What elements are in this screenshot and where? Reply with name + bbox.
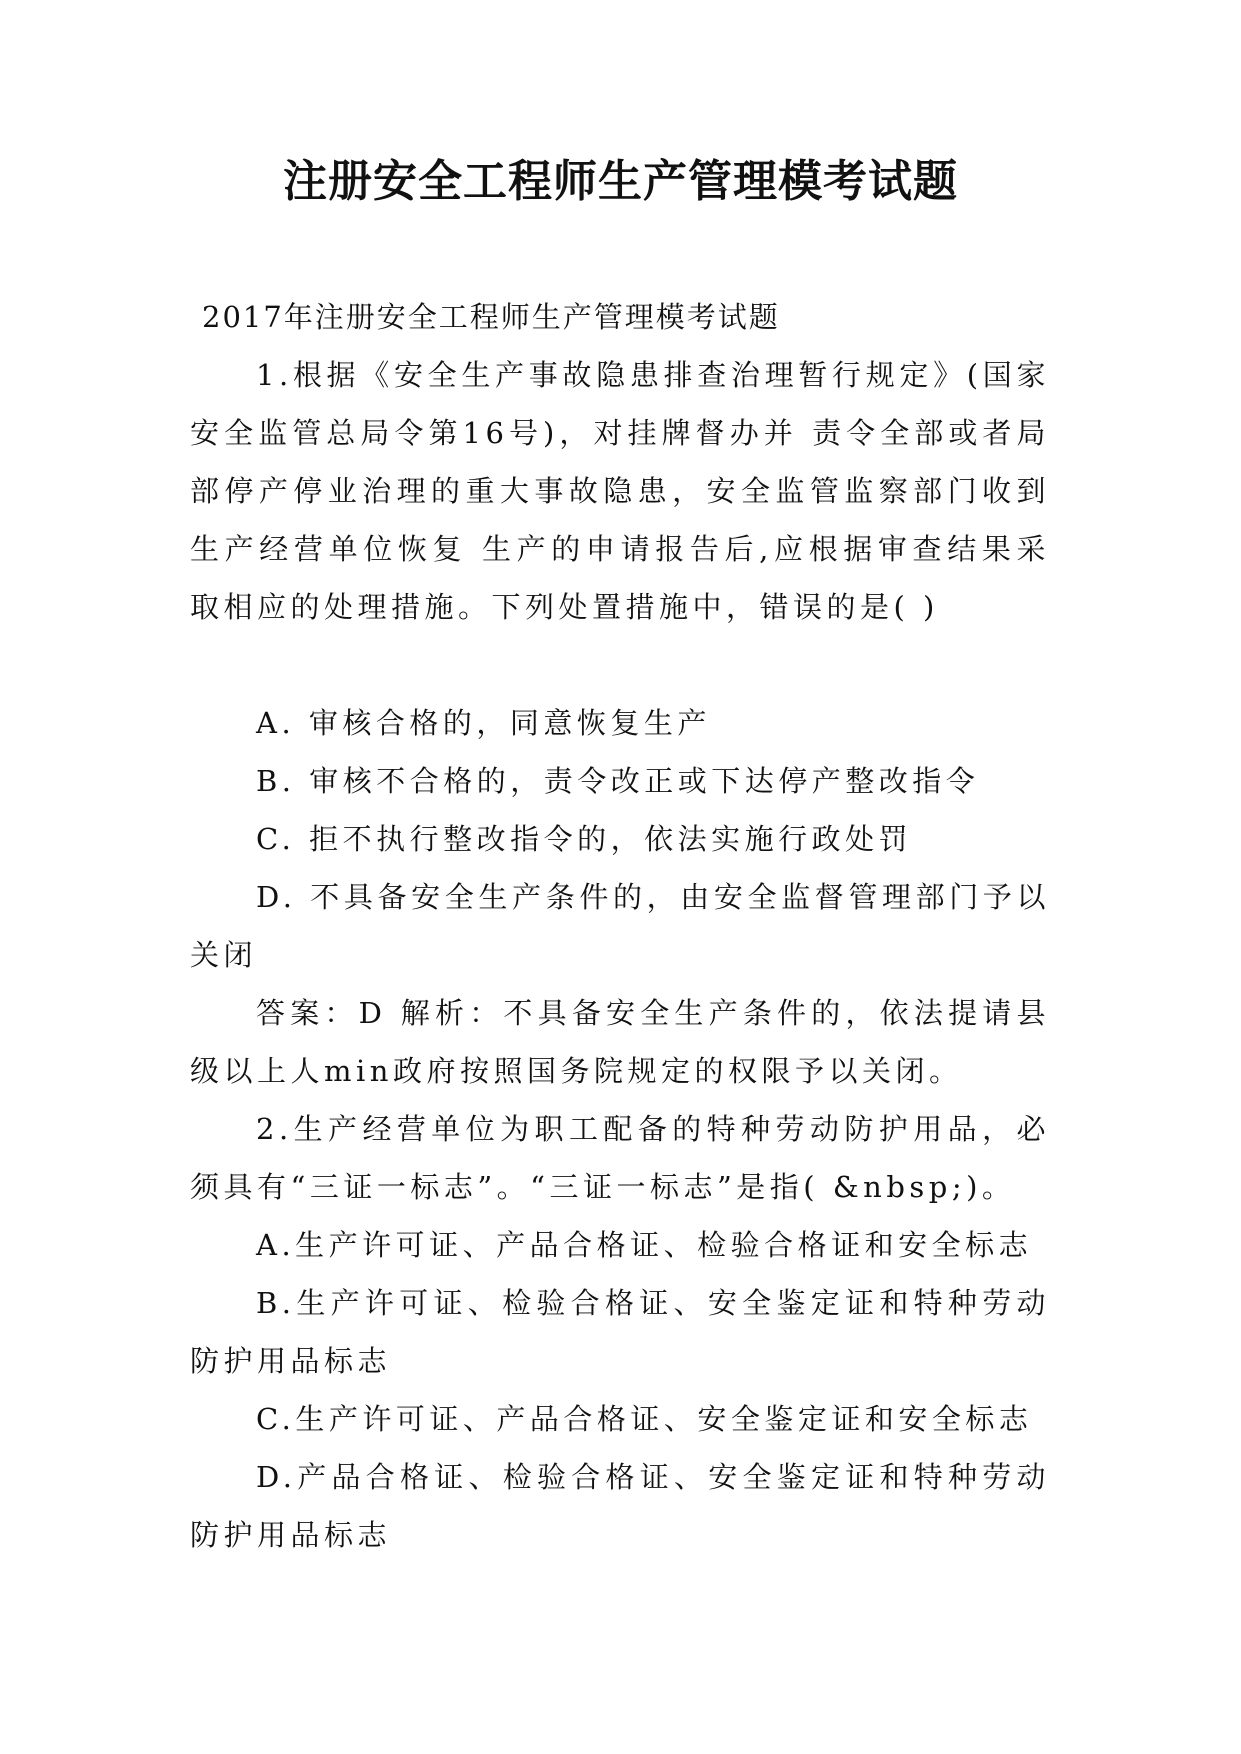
question-1-option-b: B. 审核不合格的，责令改正或下达停产整改指令: [256, 764, 980, 798]
question-2-option-a: A.生产许可证、产品合格证、检验合格证和安全标志: [256, 1228, 1033, 1262]
question-2-stem: 2.生产经营单位为职工配备的特种劳动防护用品，必须具有“三证一标志”。“三证一标志”是指( &nbsp;)。: [190, 1112, 1050, 1204]
document-subtitle: 2017年注册安全工程师生产管理模考试题: [202, 300, 780, 334]
question-1-answer: 答案：D 解析：不具备安全生产条件的，依法提请县级以上人min政府按照国务院规定的权限予以关闭。: [190, 996, 1050, 1088]
question-2-option-c: C.生产许可证、产品合格证、安全鉴定证和安全标志: [256, 1402, 1033, 1436]
question-1-option-d: D. 不具备安全生产条件的，由安全监督管理部门予以关闭: [190, 880, 1050, 972]
question-2-option-b: B.生产许可证、检验合格证、安全鉴定证和特种劳动防护用品标志: [190, 1286, 1050, 1378]
question-1-option-a: A. 审核合格的，同意恢复生产: [256, 706, 711, 740]
question-1-stem: 1.根据《安全生产事故隐患排查治理暂行规定》(国家安全监管总局令第16号)，对挂牌督办并 责令全部或者局部停产停业治理的重大事故隐患，安全监管监察部门收到生产经营单位恢复 生产的申请报告后,应根据审查结果采取相应的处理措施。下列处置措施中，错误的是( ): [190, 358, 1050, 624]
question-1-option-c: C. 拒不执行整改指令的，依法实施行政处罚: [256, 822, 913, 856]
question-2-option-d: D.产品合格证、检验合格证、安全鉴定证和特种劳动防护用品标志: [190, 1460, 1050, 1552]
document-body: [190, 346, 1050, 1564]
document-title: 注册安全工程师生产管理模考试题: [283, 156, 958, 207]
